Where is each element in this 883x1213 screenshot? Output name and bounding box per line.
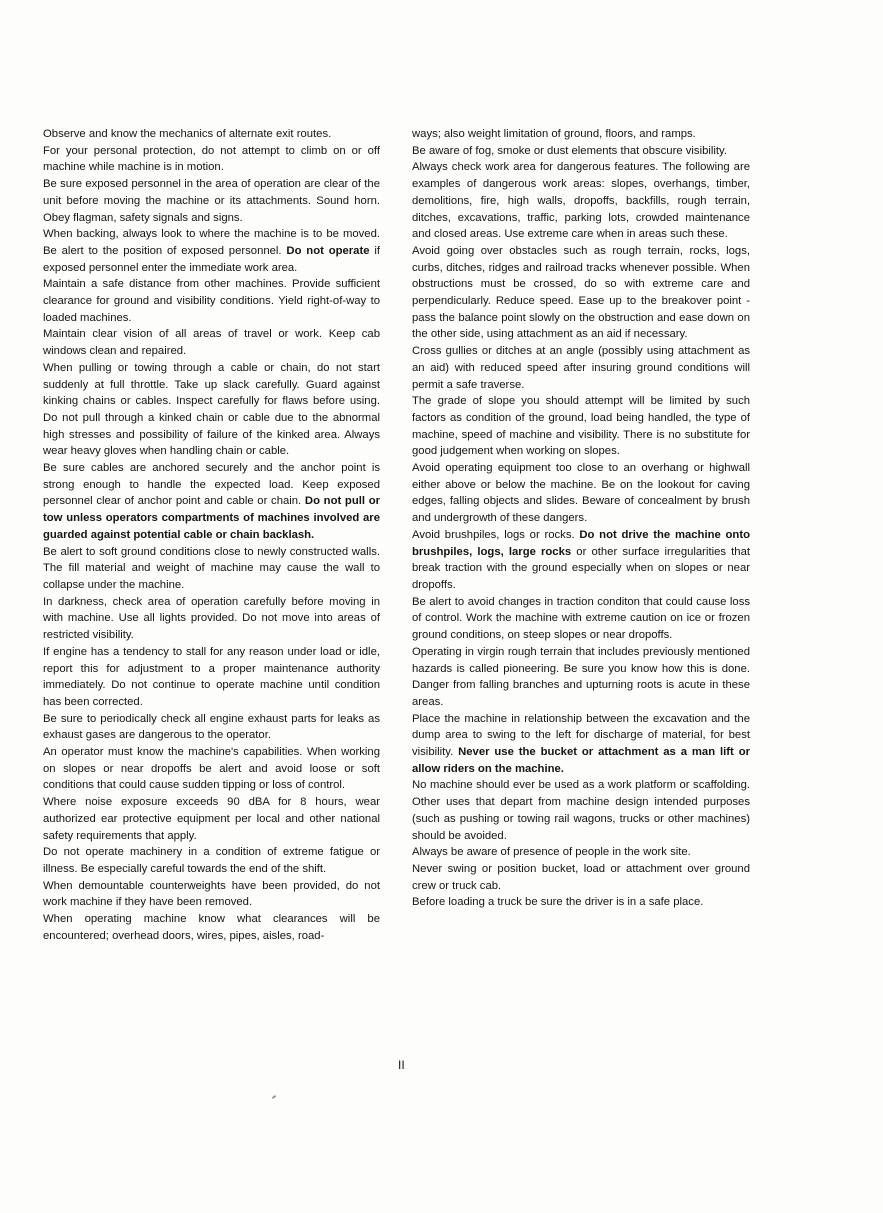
paragraph xyxy=(43,911,380,944)
text-span: Avoid operating equipment too close to an overhang or highwall either above or below the machine. Be on the lookout for caving edges, falling objects and slides. Beware of concealment by brush and undergrowth of these dangers. xyxy=(412,462,750,525)
paragraph xyxy=(43,326,380,359)
paragraph xyxy=(43,276,380,326)
paragraph xyxy=(412,460,750,527)
paragraph xyxy=(412,393,750,460)
text-span: Avoid brushpiles, logs or rocks. xyxy=(412,528,580,541)
text-span: Place the machine in relationship between the excavation and the dump area to swing to the left for discharge of material, for best visibility. xyxy=(412,712,750,759)
text-span: or other surface irregularities that break traction with the ground especially when on slopes or near dropoffs. xyxy=(412,545,750,591)
text-span: Be sure exposed personnel in the area of operation are clear of the unit before moving the machine or its attachments. Sound horn. Obey flagman, safety signals and signs. xyxy=(43,178,380,224)
text-span: No machine should ever be used as a work platform or scaffolding. Other uses that depart from machine design intended purposes (such as pushing or towing rail wagons, trucks or other machines) should be avoided. xyxy=(412,779,750,842)
paragraph xyxy=(412,777,750,844)
paragraph xyxy=(43,126,380,143)
text-span: ways; also weight limitation of ground, floors, and ramps. xyxy=(412,128,696,140)
text-span: if exposed personnel enter the immediate work area. xyxy=(43,244,380,274)
paragraph xyxy=(412,126,750,143)
paragraph xyxy=(412,861,750,894)
text-span: For your personal protection, do not attempt to climb on or off machine while machine is in motion. xyxy=(43,144,380,174)
text-span: Avoid going over obstacles such as rough terrain, rocks, logs, curbs, ditches, ridges and railroad tracks whenever possible. When obstructions must be crossed, do so with extreme care and perpendicularly. Reduce speed. Ease up to the breakover point - pass the balance point slowly on the obstruction and ease down on the other side, using attachment as an aid if necessary. xyxy=(412,244,750,341)
paragraph xyxy=(43,143,380,176)
bold-text: Never use the bucket or attachment as a man lift or allow riders on the machine. xyxy=(412,746,750,775)
text-span: When pulling or towing through a cable or chain, do not start suddenly at full throttle. Take up slack carefully. Guard against kinking chains or cables. Inspect carefully for flaws before using. Do not pull through a kinked chain or cable due to the abnormal high stresses and possibility of failure of the kinked area. Always wear heavy gloves when handling chain or cable. xyxy=(43,361,380,458)
paragraph xyxy=(43,594,380,644)
left-column xyxy=(43,126,380,944)
text-span: Always be aware of presence of people in the work site. xyxy=(412,846,691,859)
paragraph xyxy=(43,460,380,544)
text-span: Be alert to soft ground conditions close to newly constructed walls. The fill material and weight of machine may cause the wall to collapse under the machine. xyxy=(43,545,380,591)
paragraph xyxy=(43,844,380,877)
text-span: Where noise exposure exceeds 90 dBA for 8 hours, wear authorized ear protective equipment per local and other national safety requirements that apply. xyxy=(43,796,380,842)
text-span: Never swing or position bucket, load or attachment over ground crew or truck cab. xyxy=(412,862,750,892)
paragraph xyxy=(43,176,380,226)
paragraph xyxy=(412,894,750,911)
text-span: Always check work area for dangerous features. The following are examples of dangerous work areas: slopes, overhangs, timber, demolitions, fire, high walls, dropoffs, backfills, rough terrain, ditches, excavations, traffic, parking lots, crowded maintenance and closed areas. Use extreme care when in areas such these. xyxy=(412,161,750,241)
text-span: If engine has a tendency to stall for any reason under load or idle, report this for adjustment to a proper maintenance authority immediately. Do not continue to operate machine until condition has been corrected. xyxy=(43,645,380,708)
text-span: In darkness, check area of operation carefully before moving in with machine. Use all lights provided. Do not move into areas of restricted visibility. xyxy=(43,595,380,642)
paragraph xyxy=(43,544,380,594)
text-span: Maintain a safe distance from other machines. Provide sufficient clearance for ground and visibility conditions. Yield right-of-way to loaded machines. xyxy=(43,278,380,324)
text-span: Be alert to avoid changes in traction conditon that could cause loss of control. Work the machine with extreme caution on ice or frozen ground conditions, on steep slopes or near dropoffs. xyxy=(412,595,750,642)
text-span: Before loading a truck be sure the driver is in a safe place. xyxy=(412,896,704,909)
text-span: Be sure to periodically check all engine exhaust parts for leaks as exhaust gases are dangerous to the operator. xyxy=(43,712,380,742)
text-span: An operator must know the machine's capabilities. When working on slopes or near dropoffs be alert and avoid loose or soft conditions that could cause sudden tipping or loss of control. xyxy=(43,746,380,792)
paragraph xyxy=(43,711,380,744)
text-span: Cross gullies or ditches at an angle (possibly using attachment as an aid) with reduced speed after insuring ground conditions will permit a safe traverse. xyxy=(412,345,750,391)
text-span: Maintain clear vision of all areas of travel or work. Keep cab windows clean and repaired. xyxy=(43,328,380,358)
paragraph xyxy=(412,711,750,778)
paragraph xyxy=(412,644,750,711)
bold-text: Do not pull or tow unless operators compartments of machines involved are guarded against potential cable or chain backlash. xyxy=(43,495,380,541)
right-column xyxy=(412,126,750,911)
paragraph xyxy=(412,243,750,343)
paragraph xyxy=(43,744,380,794)
paragraph xyxy=(412,844,750,861)
scan-speck xyxy=(272,1095,276,1099)
text-span: When operating machine know what clearances will be encountered; overhead doors, wires, pipes, aisles, road- xyxy=(43,913,380,942)
faint-header-show-through xyxy=(300,62,307,80)
bold-text: Do not operate xyxy=(286,244,370,257)
paragraph xyxy=(43,226,380,276)
paragraph xyxy=(412,594,750,644)
paragraph xyxy=(43,878,380,911)
paragraph xyxy=(412,159,750,243)
text-span: Observe and know the mechanics of alternate exit routes. xyxy=(43,128,332,140)
paragraph xyxy=(412,143,750,160)
bold-text: Do not drive the machine onto brushpiles, logs, large rocks xyxy=(412,528,750,558)
text-span: Be aware of fog, smoke or dust elements that obscure visibility. xyxy=(412,144,727,157)
text-span: Do not operate machinery in a condition of extreme fatigue or illness. Be especially careful towards the end of the shift. xyxy=(43,846,380,875)
text-span: Operating in virgin rough terrain that includes previously mentioned hazards is called pioneering. Be sure you know how this is done. Danger from falling branches and upturning roots is acute in these areas. xyxy=(412,645,750,708)
text-span: The grade of slope you should attempt will be limited by such factors as condition of the ground, load being handled, the type of machine, speed of machine and visibility. There is no substitute for good judgement when working on slopes. xyxy=(412,395,750,458)
text-span: When backing, always look to where the machine is to be moved. Be alert to the position of exposed personnel. xyxy=(43,228,380,257)
paragraph xyxy=(43,360,380,460)
text-span: Be sure cables are anchored securely and the anchor point is strong enough to handle the expected load. Keep exposed personnel clear of anchor point and cable or chain. xyxy=(43,462,380,508)
paragraph xyxy=(43,794,380,844)
page-number: II xyxy=(398,1058,405,1072)
text-span: When demountable counterweights have been provided, do not work machine if they have been removed. xyxy=(43,879,380,909)
paragraph xyxy=(43,644,380,711)
paragraph xyxy=(412,343,750,393)
paragraph xyxy=(412,527,750,594)
